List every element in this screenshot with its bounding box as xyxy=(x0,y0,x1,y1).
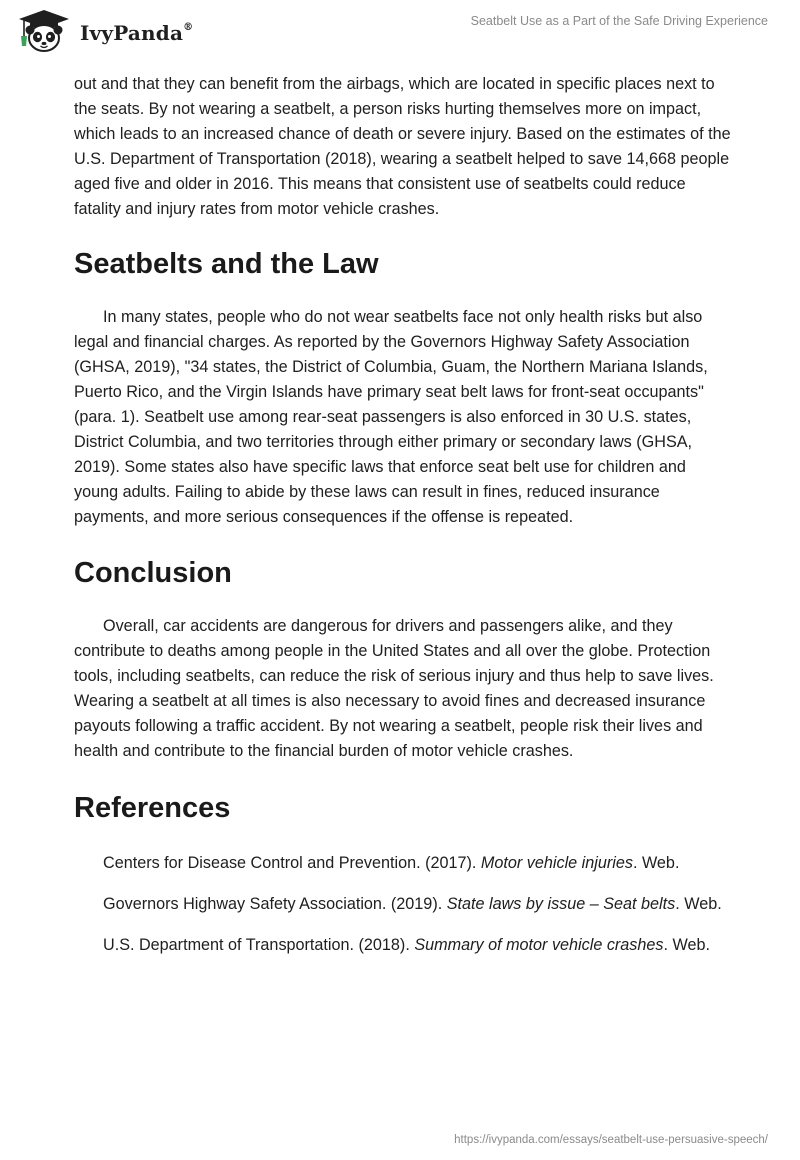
reference-item: Governors Highway Safety Association. (2019). State laws by issue – Seat belts. Web. xyxy=(103,895,722,913)
reference-item: U.S. Department of Transportation. (2018). Summary of motor vehicle crashes. Web. xyxy=(103,936,710,954)
logo-text: IvyPanda® xyxy=(80,21,194,45)
document-title: Seatbelt Use as a Part of the Safe Driving Experience xyxy=(470,14,768,28)
essay-body xyxy=(74,70,734,974)
ivypanda-logo[interactable] xyxy=(14,6,193,56)
intro-paragraph: out and that they can benefit from the airbags, which are located in specific places next to the seats. By not wearing a seatbelt, a person risks hurting themselves more on impact, which leads to an increased chance of death or severe injury. Based on the estimates of the U.S. Department of Transportation (2018), wearing a seatbelt helped to save 14,668 people aged five and older in 2016. This means that consistent use of seatbelts could reduce fatality and injury rates from motor vehicle crashes. xyxy=(74,75,731,218)
source-url-link[interactable]: https://ivypanda.com/essays/seatbelt-use-persuasive-speech/ xyxy=(454,1134,768,1146)
conclusion-paragraph: Overall, car accidents are dangerous for drivers and passengers alike, and they contribute to deaths among people in the United States and all over the globe. Protection tools, including seatbelts, can reduce the risk of serious injury and thus help to save lives. Wearing a seatbelt at all times is also necessary to avoid fines and decreased insurance payouts following a traffic accident. By not wearing a seatbelt, people risk their lives and health and contribute to the financial burden of motor vehicle crashes. xyxy=(74,617,714,760)
section-heading-conclusion: Conclusion xyxy=(74,557,232,589)
page-header xyxy=(0,0,800,70)
reference-item: Centers for Disease Control and Prevention. (2017). Motor vehicle injuries. Web. xyxy=(103,854,680,872)
panda-graduate-icon xyxy=(14,6,74,56)
section-heading-law: Seatbelts and the Law xyxy=(74,248,379,280)
law-paragraph: In many states, people who do not wear seatbelts face not only health risks but also legal and financial charges. As reported by the Governors Highway Safety Association (GHSA, 2019), "34 states, the District of Columbia, Guam, the Northern Mariana Islands, Puerto Rico, and the Virgin Islands have primary seat belt laws for front-seat occupants" (para. 1). Seatbelt use among rear-seat passengers is also enforced in 30 U.S. states, District Columbia, and two territories through either primary or secondary laws (GHSA, 2019). Some states also have specific laws that enforce seat belt use for children and young adults. Failing to abide by these laws can result in fines, reduced insurance payments, and more serious consequences if the offense is repeated. xyxy=(74,308,708,526)
references-heading: References xyxy=(74,792,231,824)
